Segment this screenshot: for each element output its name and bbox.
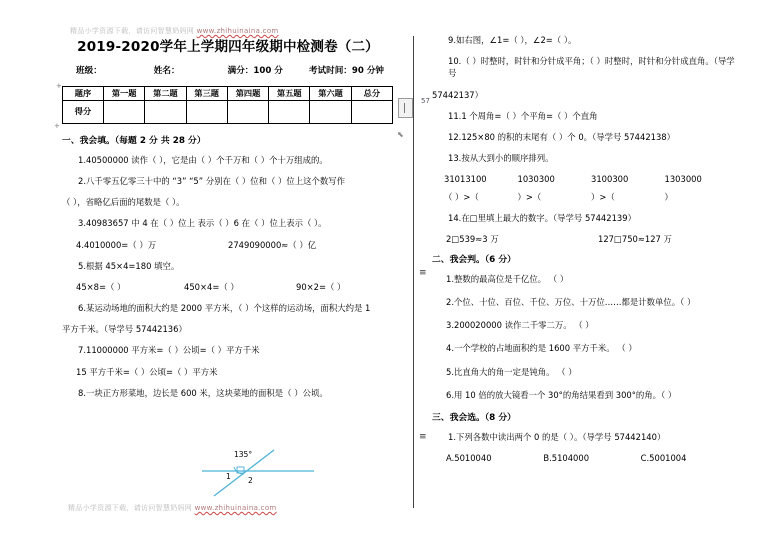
- angle-1-label: 1: [226, 472, 231, 481]
- score-header-cell-4: 第四题: [227, 87, 268, 101]
- question-11: 11.1 个周角=（ ）个平角=（ ）个直角: [448, 110, 598, 121]
- question-4-part-a: 4.4010000=（ ）万: [76, 239, 157, 250]
- question-4: [62, 239, 394, 251]
- question-8: 8.一块正方形菜地，边长是 600 米，这块菜地的面积是（ ）公顷。: [78, 387, 328, 398]
- question-10-line1: 10.（ ）时整时，时针和分针成平角；（ ）时整时，时针和分针成直角。（导学号: [448, 56, 735, 79]
- right-column: [432, 34, 738, 464]
- question-14-blanks: [432, 233, 738, 245]
- score-cell-5[interactable]: [269, 101, 310, 124]
- question-6-line2: [62, 323, 394, 335]
- score-row-label: 得分: [63, 101, 104, 124]
- option-b[interactable]: B.5104000: [543, 452, 590, 463]
- angle-2-label: 2: [248, 476, 253, 485]
- q13-blank-0: （ ）>（: [444, 191, 479, 202]
- scroll-thumb-marker[interactable]: [398, 98, 413, 118]
- section-three-question-1: 1.下列各数中读出两个 0 的是（ ）。（导学号 57442140）: [448, 431, 666, 442]
- angle-figure: [196, 448, 326, 500]
- score-header-cell-5: 第五题: [269, 87, 310, 101]
- section-three-options: [432, 452, 738, 464]
- judge-item-4: 4.一个学校的占地面积约是 1600 平方千米。 （ ）: [446, 343, 637, 354]
- score-header-cell-0: 题序: [63, 87, 104, 101]
- question-13-numbers: [432, 173, 738, 185]
- question-10-line2: 57442137）: [432, 89, 484, 100]
- q13-blank-2: ）>（: [591, 191, 615, 202]
- question-6-line1: 6.某运动场地的面积大约是 2000 平方米，（ ）个这样的运动场，面积大约是 1: [78, 303, 371, 314]
- section-two-heading: 二、我会判。（6 分）: [432, 255, 516, 266]
- angle-figure-svg: [196, 448, 326, 500]
- q13-number-3: 1303000: [664, 174, 702, 185]
- score-cell-3[interactable]: [186, 101, 227, 124]
- section-one-heading: 一、我会填。（每题 2 分 共 28 分）: [62, 136, 206, 147]
- resize-handle-icon[interactable]: ⬉: [397, 130, 404, 139]
- question-1: 1.40500000 读作（ ），它是由（ ）个千万和（ ）个十万组成的。: [78, 154, 328, 165]
- question-5-part-b: 450×4=（ ）: [184, 281, 239, 292]
- bottom-banner-url: www.zhihuinaina.com: [194, 504, 277, 512]
- bottom-banner-text: 精品小学资源下载，请访问智慧奶妈网: [68, 504, 195, 512]
- score-table-header-row: [63, 87, 393, 101]
- angle-135-label: 135°: [234, 450, 253, 459]
- score-cell-1[interactable]: [104, 101, 145, 124]
- question-14-part-a: 2□539≈3 万: [446, 233, 499, 244]
- score-cell-6[interactable]: [310, 101, 351, 124]
- question-5-part-a: 45×8=（ ）: [76, 281, 126, 292]
- top-banner-url: www.zhihuinaina.com: [196, 27, 279, 35]
- exam-info-line: [62, 65, 394, 77]
- score-header-cell-2: 第二题: [145, 87, 186, 101]
- class-label: 班级：: [76, 65, 102, 76]
- q13-number-0: 31013100: [444, 174, 487, 185]
- score-cell-4[interactable]: [227, 101, 268, 124]
- question-3: 3.40983657 中 4 在（ ）位上 表示（ ）6 在（ ）位上表示（ ）。: [78, 218, 327, 229]
- judge-item-5: 5.比直角大的角一定是钝角。 （ ）: [446, 366, 577, 377]
- question-14: 14.在□里填上最大的数字。（导学号 57442139）: [448, 212, 636, 223]
- judge-item-1: 1.整数的最高位是千亿位。 （ ）: [446, 273, 569, 284]
- score-cell-2[interactable]: [145, 101, 186, 124]
- question-13-blanks: [432, 191, 738, 203]
- question-12: 12.125×80 的积的末尾有（ ）个 0。（导学号 57442138）: [448, 131, 676, 142]
- page-edge-mark-middle: +: [54, 122, 60, 130]
- margin-mark-upper: ≡: [419, 268, 427, 278]
- question-7-part-b: 15 平方千米=（ ）公顷=（ ）平方米: [76, 366, 218, 377]
- question-2-line1: 2.八千零五亿零三十中的 “3” “5” 分别在（ ）位和（ ）位上这个数写作: [78, 175, 346, 186]
- question-2-line2: （ ），省略亿后面的尾数是（ ）。: [62, 197, 185, 208]
- left-column: [62, 34, 394, 408]
- question-4-part-b: 2749090000≈（ ）亿: [228, 239, 317, 250]
- q13-blank-1: ）>（: [517, 191, 542, 202]
- top-banner-text: 精品小学资源下载，请访问智慧奶妈网: [70, 27, 197, 35]
- question-9: 9.如右图，∠1=（ ），∠2=（ ）。: [448, 35, 577, 45]
- score-header-cell-1: 第一题: [104, 87, 145, 101]
- time-label: 考试时间：90 分钟: [308, 65, 385, 76]
- full-score-label: 满分：100 分: [227, 65, 283, 76]
- question-5-part-c: 90×2=（ ）: [296, 281, 346, 292]
- judge-item-6: 6.用 10 倍的放大镜看一个 30°的角结果看到 300°的角。（ ）: [446, 389, 677, 400]
- score-header-cell-6: 第六题: [310, 87, 351, 101]
- score-table-value-row: [63, 101, 393, 124]
- q13-blank-3: ）: [664, 191, 673, 202]
- q13-number-2: 3100300: [591, 174, 629, 185]
- score-table: [62, 86, 393, 124]
- page-code-fragment: 57: [421, 97, 430, 105]
- bottom-banner: [68, 503, 277, 513]
- question-7-part-a: 7.11000000 平方米=（ ）公顷=（ ）平方千米: [78, 345, 260, 356]
- question-13: 13.按从大到小的顺序排列。: [448, 153, 554, 164]
- question-6-line2-text: 平方千米。（导学号 57442136）: [62, 324, 187, 335]
- page-edge-mark-top: +: [56, 82, 62, 90]
- question-5: 5.根据 45×4=180 填空。: [78, 260, 180, 271]
- name-label: 姓名：: [153, 65, 180, 76]
- section-three-heading: 三、我会选。（8 分）: [432, 412, 516, 423]
- margin-mark-lower: ≡: [419, 432, 427, 442]
- option-a[interactable]: A.5010040: [446, 452, 492, 463]
- column-divider: [413, 36, 414, 508]
- score-header-cell-7: 总分: [351, 87, 392, 101]
- judge-item-2: 2.个位、十位、百位、千位、万位、十万位……都是计数单位。（ ）: [446, 297, 696, 307]
- score-header-cell-3: 第三题: [186, 87, 227, 101]
- option-c[interactable]: C.5001004: [640, 452, 687, 463]
- score-cell-7[interactable]: [351, 101, 392, 124]
- q13-number-1: 1030300: [517, 174, 555, 185]
- page-title: 2019-2020学年上学期四年级期中检测卷（二）: [77, 39, 379, 55]
- question-14-part-b: 127□750≈127 万: [598, 233, 672, 244]
- question-5-blanks: [62, 281, 394, 293]
- judge-item-3: 3.200020000 读作二千零二万。 （ ）: [446, 320, 594, 331]
